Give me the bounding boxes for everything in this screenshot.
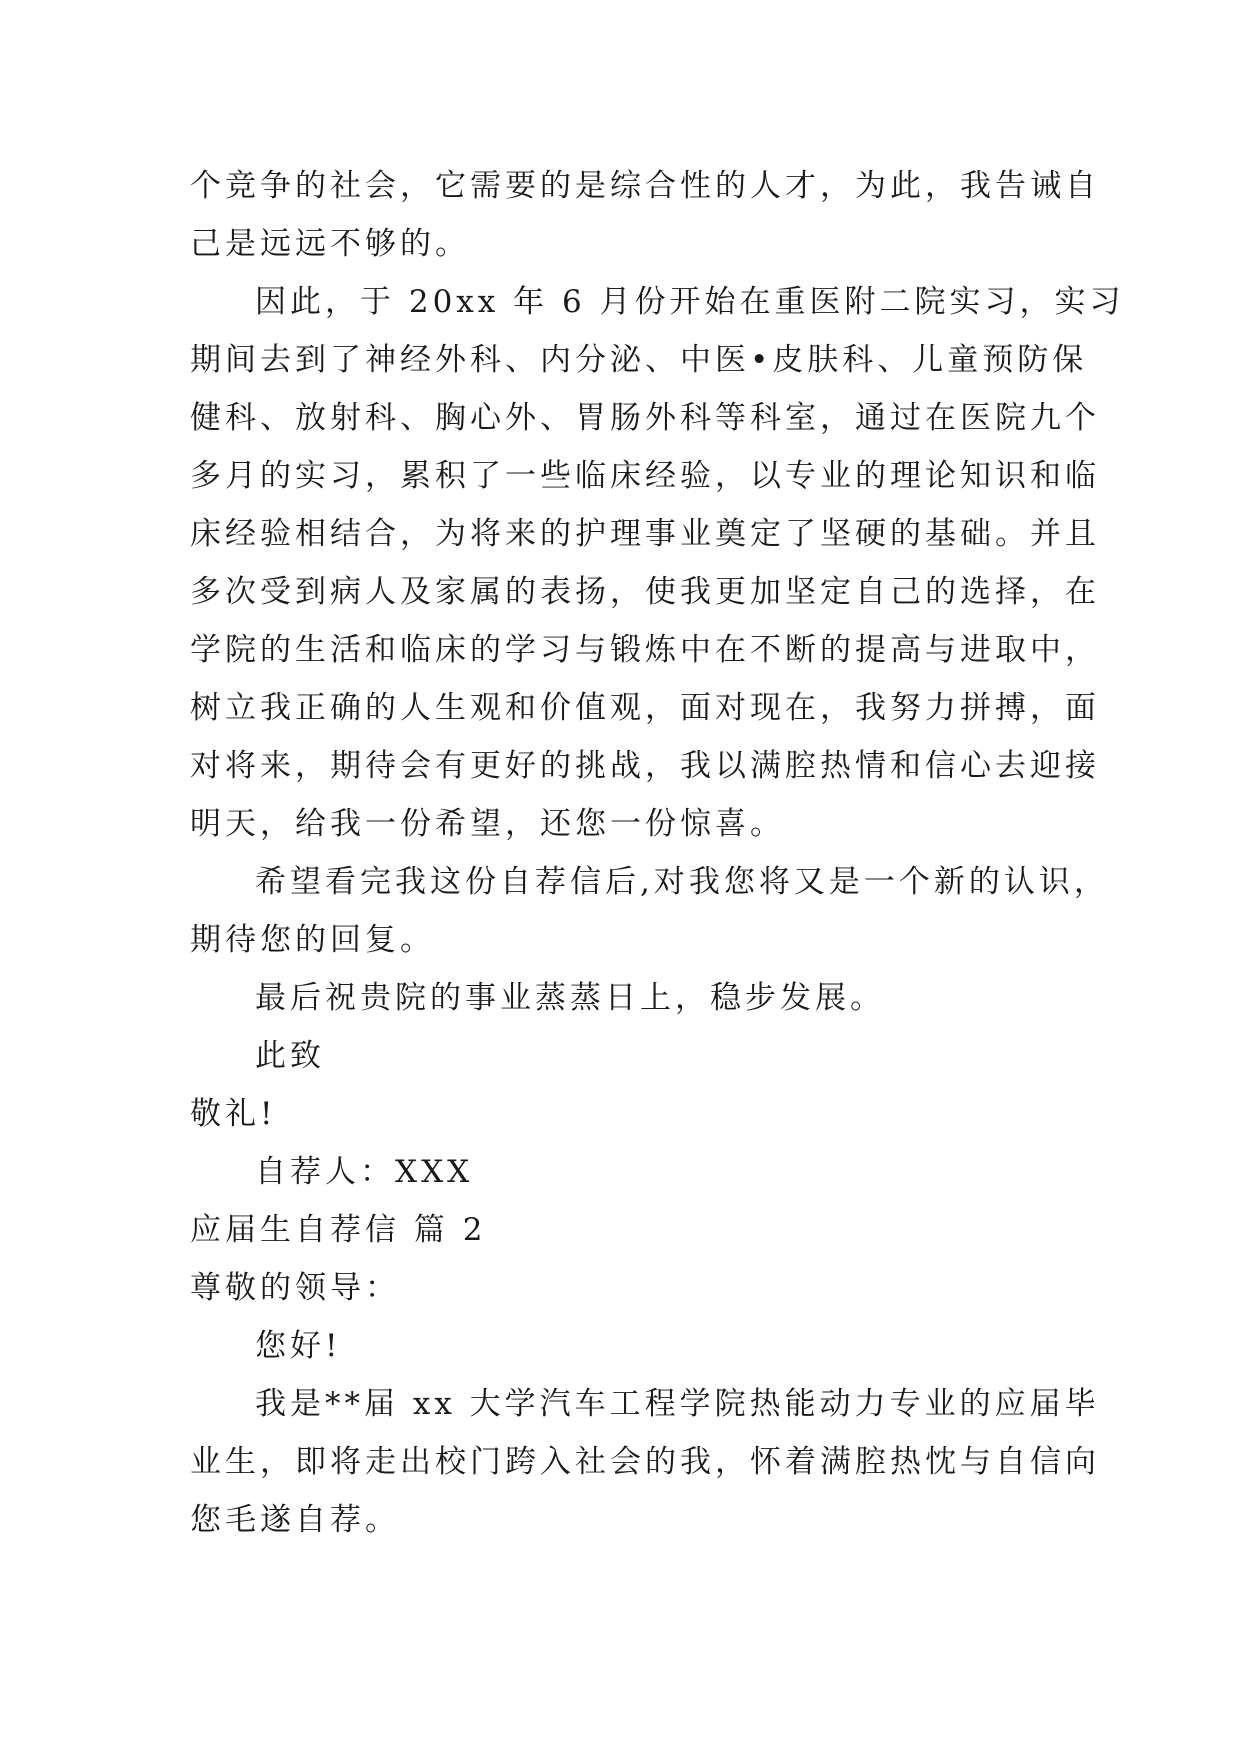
text-line: 己是远远不够的。 [190,226,470,262]
greeting-line: 您好! [255,1328,342,1364]
text-line: 对将来，期待会有更好的挑战，我以满腔热情和信心去迎接 [190,748,1100,784]
text-line: 您毛遂自荐。 [190,1502,400,1538]
text-line: 期间去到了神经外科、内分泌、中医•皮肤科、儿童预防保 [190,342,1088,378]
salutation-line: 此致 [255,1038,325,1074]
signature-line: 自荐人：XXX [255,1154,474,1190]
section-heading: 应届生自荐信 篇 2 [190,1212,487,1248]
closing-wish-line: 最后祝贵院的事业蒸蒸日上，稳步发展。 [255,980,885,1016]
text-line: 多次受到病人及家属的表扬，使我更加坚定自己的选择，在 [190,574,1100,610]
salutation-line: 敬礼! [190,1096,277,1132]
paragraph-start-line: 希望看完我这份自荐信后,对我您将又是一个新的认识， [255,864,1109,900]
text-line: 业生，即将走出校门跨入社会的我，怀着满腔热忱与自信向 [190,1444,1100,1480]
paragraph-start-line: 我是**届 xx 大学汽车工程学院热能动力专业的应届毕 [255,1386,1100,1422]
text-line: 明天，给我一份希望，还您一份惊喜。 [190,806,785,842]
text-line: 树立我正确的人生观和价值观，面对现在，我努力拼搏，面 [190,690,1100,726]
greeting-line: 尊敬的领导： [190,1270,400,1306]
paragraph-start-line: 因此，于 20xx 年 6 月份开始在重医附二院实习，实习 [255,284,1125,320]
text-line: 学院的生活和临床的学习与锻炼中在不断的提高与进取中， [190,632,1100,668]
text-line: 期待您的回复。 [190,922,435,958]
text-line: 健科、放射科、胸心外、胃肠外科等科室，通过在医院九个 [190,400,1100,436]
text-line: 多月的实习，累积了一些临床经验，以专业的理论知识和临 [190,458,1100,494]
text-line: 个竞争的社会，它需要的是综合性的人才，为此，我告诫自 [190,168,1100,204]
text-line: 床经验相结合，为将来的护理事业奠定了坚硬的基础。并且 [190,516,1100,552]
